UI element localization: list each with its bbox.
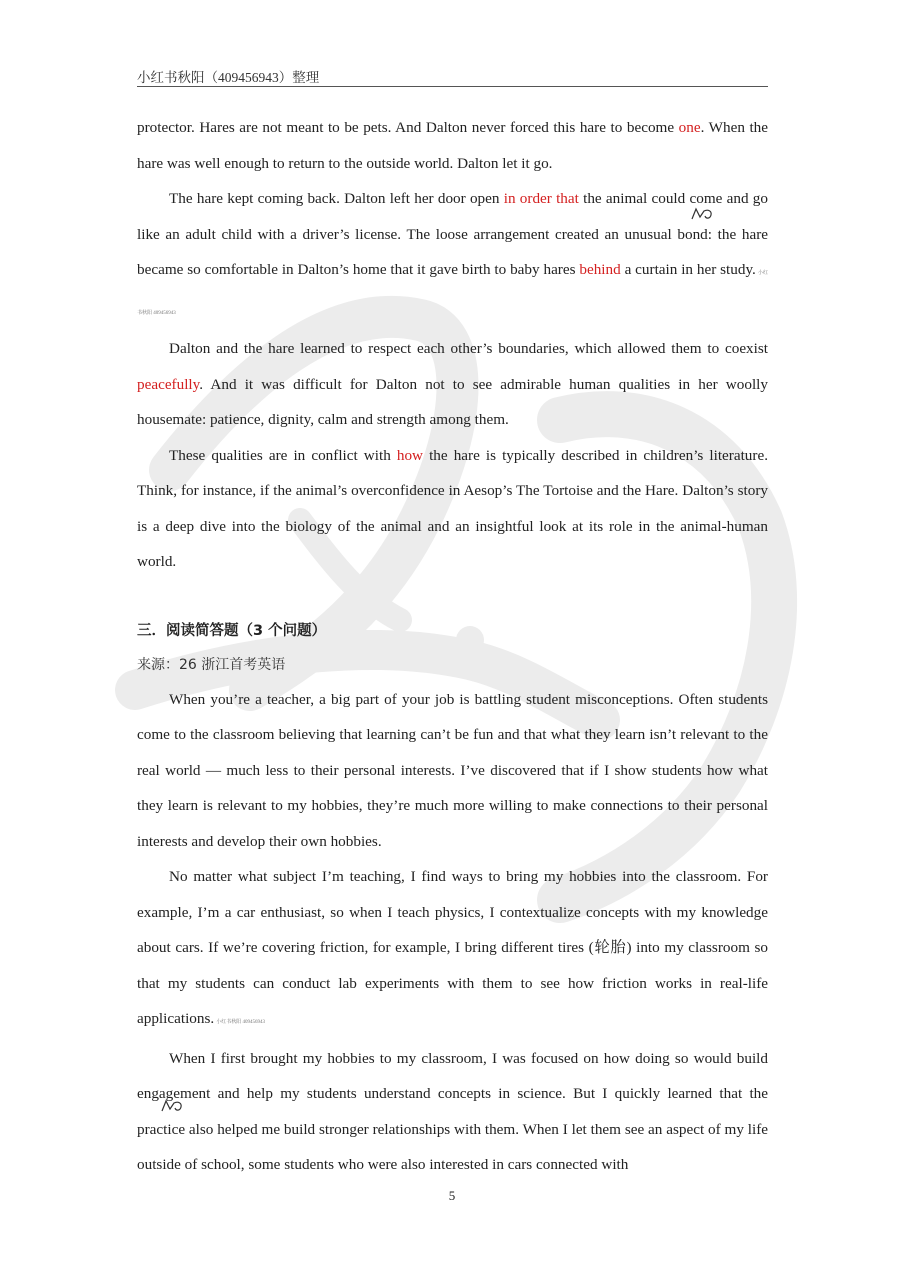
- tiny-watermark-text: 小红书秋阳 409456943: [216, 1020, 265, 1025]
- page-content: [137, 110, 768, 1183]
- highlighted-answer: in order that: [503, 190, 579, 207]
- paragraph: These qualities are in conflict with how the hare is typically described in children’s literature. Think, for instance, if the animal’s overconfidence in Aesop’s The Tortoise and the Hare. Dalton’s story is a deep dive into the biology of the animal and an insightful look at its role in the animal-human world.: [137, 446, 768, 570]
- tiny-watermark-text: 小红书秋阳 409456943: [137, 271, 768, 316]
- paragraph: protector. Hares are not meant to be pets. And Dalton never forced this hare to become one. When the hare was well enough to return to the outside world. Dalton let it go.: [137, 119, 769, 172]
- highlighted-answer: behind: [579, 261, 621, 278]
- highlighted-answer: peacefully: [137, 375, 200, 393]
- highlighted-answer: one: [678, 119, 701, 136]
- highlighted-answer: how: [396, 446, 424, 464]
- pen-mark-icon: [160, 1097, 186, 1115]
- paragraph: When you’re a teacher, a big part of your job is battling student misconceptions. Often students come to the classroom believing that learning can’t be fun and that what they learn isn’t relevant to the real world — much less to their personal interests. I’ve discovered that if I show students how what they learn is relevant to my hobbies, they’re much more willing to make connections to their personal interests and develop their own hobbies.: [137, 690, 768, 850]
- page-number: 5: [448, 1188, 456, 1203]
- paragraph: Dalton and the hare learned to respect each other’s boundaries, which allowed them to coexist peacefully. And it was difficult for Dalton not to see admirable human qualities in her woolly housemate: patience, dignity, calm and strength among them.: [137, 340, 768, 428]
- pen-mark-icon: [690, 205, 716, 223]
- paragraph: No matter what subject I’m teaching, I find ways to bring my hobbies into the classroom. For example, I’m a car enthusiast, so when I teach physics, I contextualize concepts with my knowledge about cars. If we’re covering friction, for example, I bring different tires (轮胎) into my classroom so that my students can conduct lab experiments with them to see how friction works in real-life applications. 小红书秋阳 409456943: [137, 868, 768, 1027]
- section-title: 三．阅读简答题（3 个问题）: [137, 622, 327, 639]
- paragraph: When I first brought my hobbies to my classroom, I was focused on how doing so would build engagement and help my students understand concepts in science. But I quickly learned that the practice also helped me build stronger relationships with them. When I let them see an aspect of my life outside of school, some students who were also interested in cars connected with: [137, 1049, 768, 1173]
- paragraph: The hare kept coming back. Dalton left her door open in order that the animal could come and go like an adult child with a driver’s license. The loose arrangement created an unusual bond: the hare became so comfortable in Dalton’s home that it gave birth to baby hares behind a curtain in her study. 小红书秋阳 409456943: [137, 190, 768, 316]
- page-header: 小红书秋阳（409456943）整理: [137, 66, 768, 87]
- source-line: 来源：26 浙江首考英语: [137, 656, 286, 673]
